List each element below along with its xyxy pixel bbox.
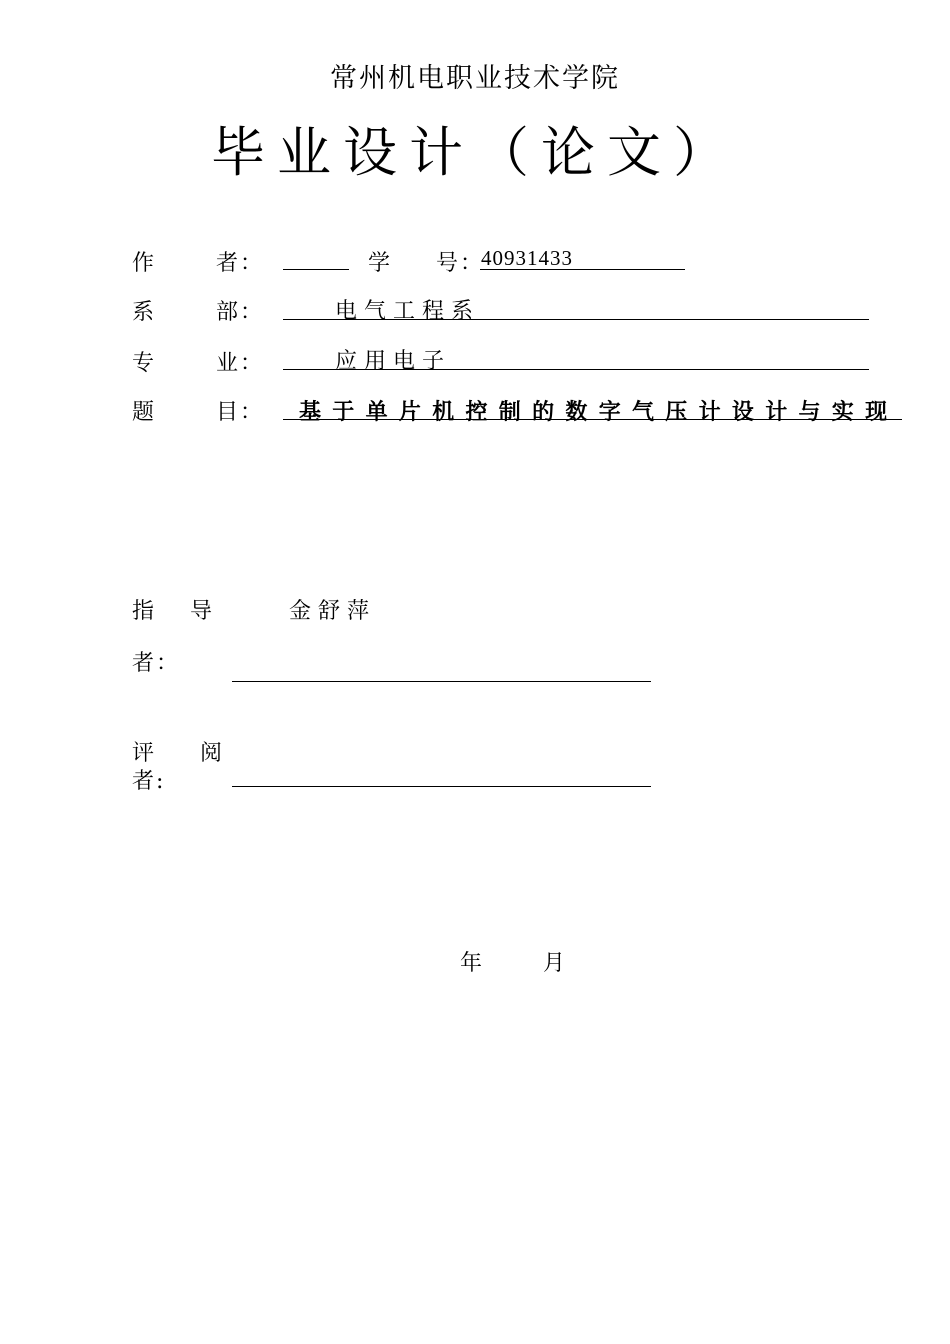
major-label-2: 业：	[216, 351, 265, 376]
reviewer-label-1: 评	[132, 741, 157, 766]
document-title: 毕业设计（论文）	[211, 121, 739, 184]
reviewer-label-3: 者:	[132, 769, 166, 794]
advisor-label-1: 指	[132, 599, 157, 624]
author-label-1: 作	[132, 251, 157, 276]
advisor-label-3: 者：	[132, 651, 181, 676]
advisor-label-2: 导	[190, 599, 215, 624]
school-name: 常州机电职业技术学院	[330, 63, 620, 94]
student-id-label-1: 学	[368, 251, 393, 276]
advisor-underline	[232, 681, 651, 682]
topic-label-1: 题	[132, 400, 157, 425]
date-month-label: 月	[543, 951, 568, 976]
department-label-2: 部：	[216, 300, 265, 325]
major-label-1: 专	[132, 351, 157, 376]
topic-label-2: 目：	[216, 400, 265, 425]
reviewer-label-2: 阅	[200, 741, 225, 766]
department-label-1: 系	[132, 300, 157, 325]
author-label-2: 者：	[216, 251, 265, 276]
date-year-label: 年	[460, 951, 485, 976]
topic-value: 基于单片机控制的数字气压计设计与实现	[299, 399, 899, 425]
student-id-label-2: 号：	[436, 251, 485, 276]
advisor-value: 金舒萍	[289, 599, 377, 624]
department-value: 电气工程系	[335, 299, 481, 324]
reviewer-underline	[232, 786, 651, 787]
author-underline	[283, 269, 349, 270]
major-value: 应用电子	[335, 349, 452, 374]
student-id-value: 40931433	[481, 246, 573, 270]
